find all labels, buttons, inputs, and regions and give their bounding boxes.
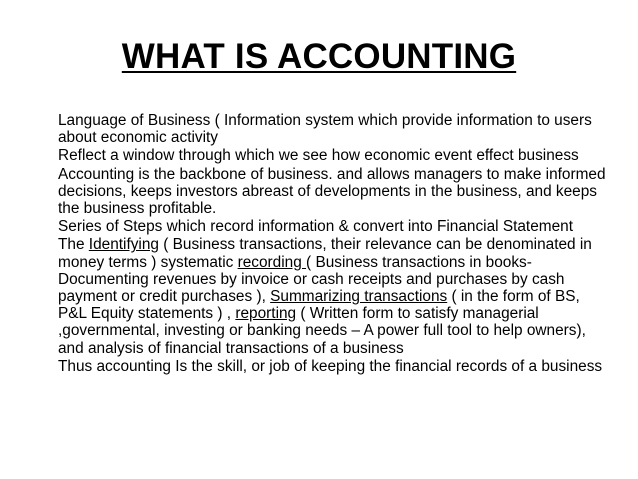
paragraph-language-of-business: Language of Business ( Information system which provide information to users about economic activity — [58, 112, 592, 147]
reporting-term: reporting — [235, 305, 297, 323]
process-text-1: The — [58, 236, 89, 254]
paragraph-window: Reflect a window through which we see how economic event effect business — [58, 147, 579, 165]
identifying-term: Identifying — [88, 236, 159, 254]
paragraph-process — [58, 236, 606, 356]
paragraph-conclusion: Thus accounting Is the skill, or job of keeping the financial records of a business — [58, 357, 603, 375]
slide-body — [58, 112, 606, 376]
process-text-3: ( Business transactions in books- Documenting revenues by invoice or cash receipts and purchases by cash payment or credit purchases ), — [58, 253, 565, 306]
paragraph-series-of-steps: Series of Steps which record information & convert into Financial Statement — [58, 218, 573, 236]
process-text-2: ( Business transactions, their relevance can be denominated in money terms ) systematic — [58, 236, 592, 271]
process-text-5: ( Written form to satisfy managerial ,governmental, investing or banking needs – A power full tool to help owners), and analysis of financial transactions of a business — [58, 305, 586, 357]
process-text-4: ( in the form of BS, P&L Equity statements ) , — [58, 288, 580, 323]
recording-term: recording — [237, 253, 307, 271]
summarizing-term: Summarizing transactions — [270, 288, 448, 306]
slide-title: WHAT IS ACCOUNTING — [121, 37, 517, 76]
paragraph-backbone: Accounting is the backbone of business. and allows managers to make informed decisions, keeps investors abreast of developments in the business, and keeps the business profitable. — [58, 165, 606, 218]
